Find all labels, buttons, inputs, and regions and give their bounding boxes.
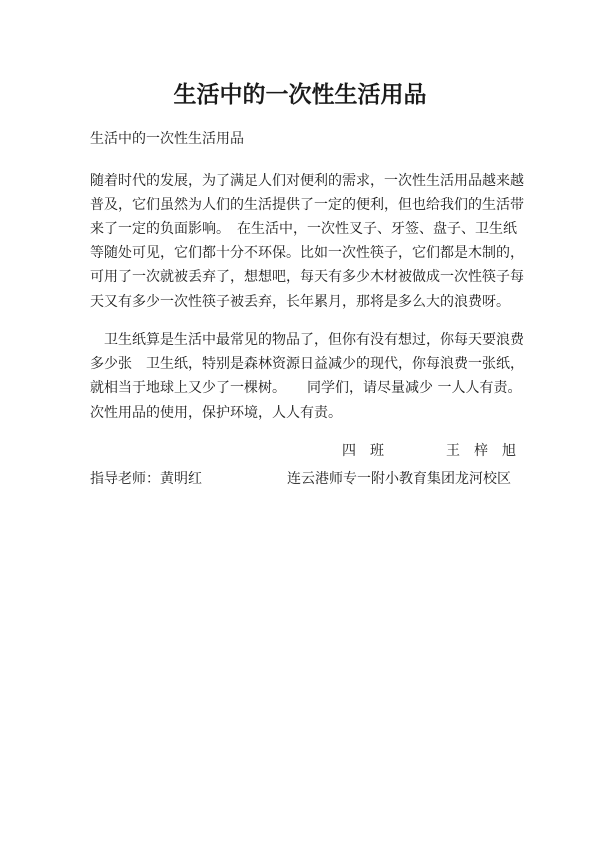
paragraph-1-line: 来了一定的负面影响。 在生活中，一次性叉子、牙签、盘子、卫生纸 [90, 221, 517, 237]
paragraph-2-line: 就相当于地球上又少了一棵树。 同学们，请尽量减少 一人人有责。 [90, 380, 522, 396]
teacher-label: 指导老师：黄明红 [90, 471, 202, 487]
paragraph-1-line: 等随处可见，它们都十分不环保。比如一次性筷子，它们都是木制的， [90, 245, 524, 261]
paragraph-1-line: 天又有多少一次性筷子被丢弃，长年累月，那将是多么大的浪费呀。 [90, 294, 510, 310]
school-name: 连云港师专一附小教育集团龙河校区 [287, 471, 511, 487]
paragraph-2-line: 卫生纸算是生活中最常见的物品了，但你有没有想过，你每天要浪费 [90, 332, 524, 348]
paragraph-1-line: 可用了一次就被丢弃了，想想吧，每天有多少木材被做成一次性筷子每 [90, 269, 524, 285]
paragraph-2-line: 多少张 卫生纸，特别是森林资源日益减少的现代，你每浪费一张纸， [90, 356, 524, 372]
paragraph-1-line: 随着时代的发展，为了满足人们对便利的需求，一次性生活用品越来越 [90, 173, 524, 189]
author-name: 王 梓 旭 [446, 443, 516, 459]
author-class: 四 班 [342, 443, 384, 459]
document-subtitle: 生活中的一次性生活用品 [90, 131, 244, 147]
page-title: 生活中的一次性生活用品 [173, 82, 427, 108]
paragraph-1-line: 普及，它们虽然为人们的生活提供了一定的便利，但也给我们的生活带 [90, 197, 524, 213]
paragraph-2-line: 次性用品的使用，保护环境，人人有责。 [90, 405, 342, 421]
